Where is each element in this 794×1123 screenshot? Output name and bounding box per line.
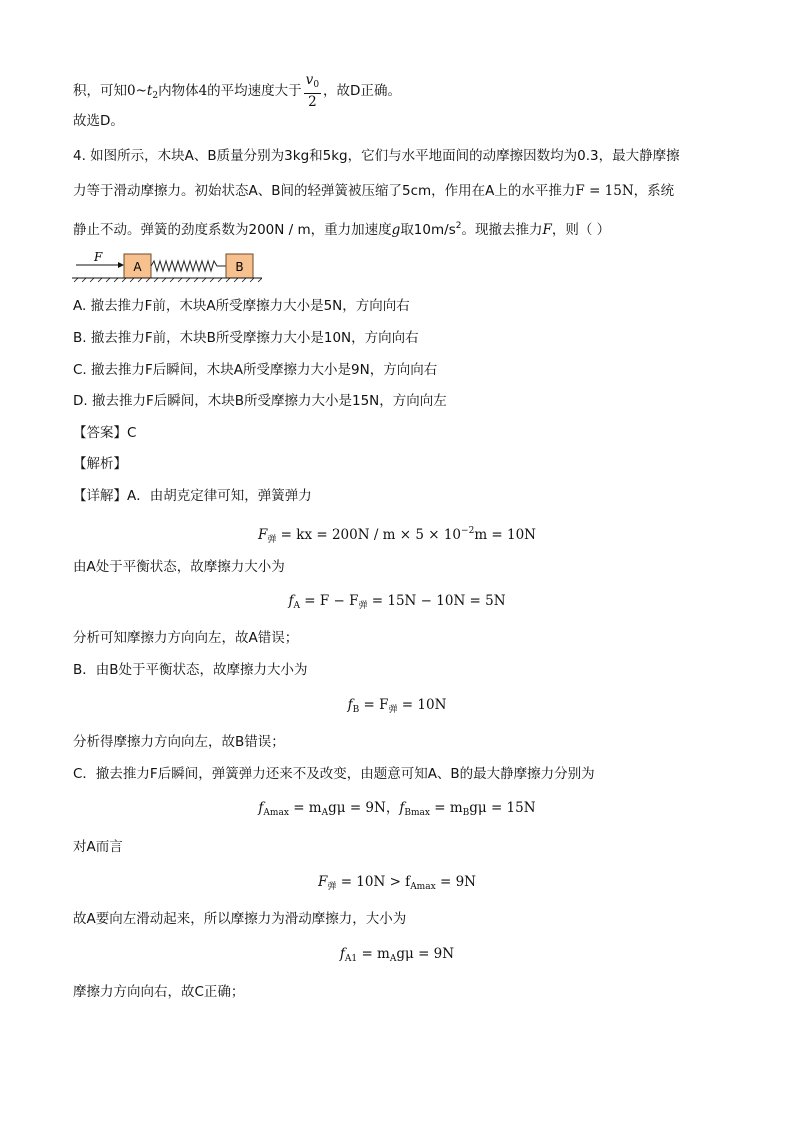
force-label: F — [94, 250, 103, 264]
option-a: A. 撤去推力F前，木块A所受摩擦力大小是5N，方向向右 — [73, 298, 410, 314]
answer-line — [73, 423, 136, 443]
intro-choose: 故选D。 — [73, 113, 124, 129]
question-line-2: 力等于滑动摩擦力。初始状态A、B间的轻弹簧被压缩了5cm，作用在A上的水平推力F = 15N，系统 — [73, 183, 675, 199]
ground — [72, 278, 262, 282]
intro-line: 积，可知$0\sim t_2$内物体4的平均速度大于 $\frac{v_0}{2}$ ，故D正确。 — [73, 72, 401, 110]
block-a-label: A — [133, 260, 142, 274]
c-conclusion: 摩擦力方向向右，故C正确； — [73, 984, 245, 1000]
b-balance-text: B．由B处于平衡状态，故摩擦力大小为 — [73, 662, 308, 678]
detail-a-line: 【详解】A．由胡克定律可知，弹簧弹力 — [73, 488, 312, 504]
equation-compare: $F_弹 = 10N > f_{Amax} = 9N$ — [318, 874, 476, 892]
blocks-spring-figure — [72, 248, 262, 284]
c-for-a: 对A而言 — [73, 839, 123, 855]
a-balance-text: 由A处于平衡状态，故摩擦力大小为 — [73, 559, 285, 575]
equation-max-static: $f_{Amax} = m_Ag\mu = 9N$，$f_{Bmax} = m_Bg\mu = 15N$ — [258, 800, 536, 818]
equation-fb: $f_B = F_弹 = 10N$ — [347, 697, 447, 715]
option-b: B. 撤去推力F前，木块B所受摩擦力大小是10N，方向向右 — [73, 330, 419, 346]
option-c: C. 撤去推力F后瞬间，木块A所受摩擦力大小是9N，方向向右 — [73, 362, 438, 378]
answer-value: C — [127, 425, 137, 441]
equation-fa: $f_A = F - F_弹 = 15N - 10N = 5N$ — [288, 593, 506, 611]
answer-tag: 【答案】 — [73, 425, 127, 441]
a-conclusion: 分析可知摩擦力方向向左，故A错误； — [73, 630, 299, 646]
c-slide-text: 故A要向左滑动起来，所以摩擦力为滑动摩擦力，大小为 — [73, 911, 407, 927]
c-intro: C．撤去推力F后瞬间，弹簧弹力还来不及改变，由题意可知A、B的最大静摩擦力分别为 — [73, 766, 595, 782]
b-conclusion: 分析得摩擦力方向向左，故B错误； — [73, 734, 285, 750]
question-line-3: 静止不动。弹簧的劲度系数为200N / m，重力加速度g取$10m/s^2$。现撤去推力F，则（ ） — [73, 221, 611, 238]
equation-hooke: $F_弹$ = kx = $200N / m \times 5 \times 10^{-2}m = 10N$ — [257, 526, 536, 545]
block-b-label: B — [235, 260, 244, 274]
option-d: D. 撤去推力F后瞬间，木块B所受摩擦力大小是15N，方向向左 — [73, 393, 447, 409]
analysis-tag: 【解析】 — [73, 456, 127, 472]
equation-fa1: $f_{A1} = m_Ag\mu = 9N$ — [339, 946, 455, 964]
fraction-v0-over-2: $\frac{v_0}{2}$ — [305, 72, 320, 110]
question-line-1: 4. 如图所示，木块A、B质量分别为3kg和5kg，它们与水平地面间的动摩擦因数均为0.3，最大静摩擦 — [73, 148, 680, 164]
spring — [151, 261, 226, 271]
